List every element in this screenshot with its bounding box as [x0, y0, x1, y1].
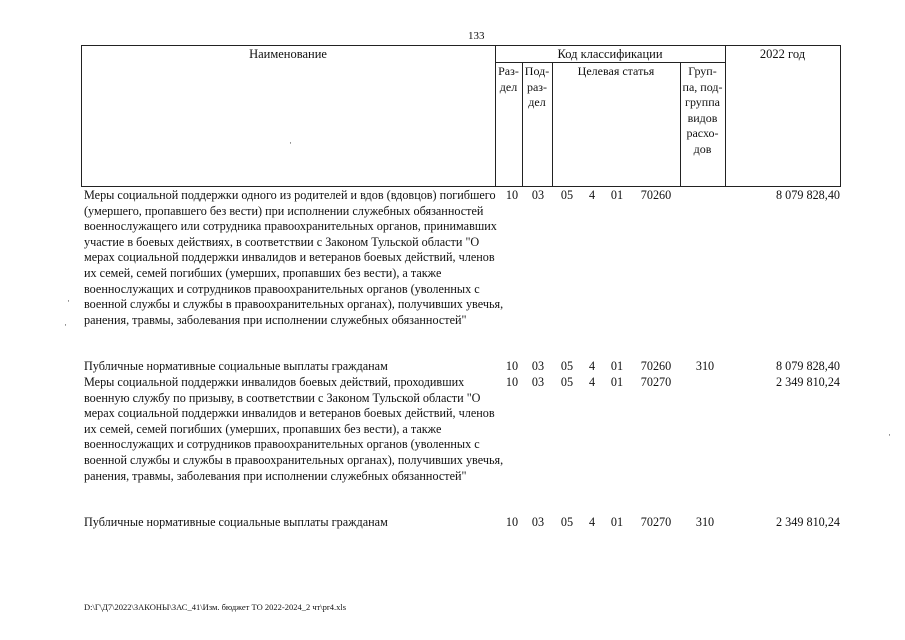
header-top-border — [81, 45, 840, 46]
row-vid: 310 — [695, 515, 715, 529]
footer-file-path: D:\Г\Д7\2022\ЗАКОНЫ\ЗАС_41\Изм. бюджет ТО 2022-2024_2 чт\pr4.xls — [84, 602, 347, 612]
row-podrazdel: 03 — [531, 375, 545, 389]
header-vid-line: Груп- — [688, 64, 717, 78]
row-main-event: 01 — [610, 359, 624, 373]
header-podrazdel-line: Под- — [524, 64, 550, 78]
row-name: Меры социальной поддержки инвалидов боевых действий, проходивших военную службу по призыву, в соответствии с Законом Тульской области "О мерах социальной поддержки инвалидов и ветеранов боевых действий, членов их семей, семей погибших (умерших, пропавших без вести), а также военнослужащих и сотрудников правоохранительных органов (уволенных с военной службы и службы в правоохранительных органах), получивших увечья, ранения, травмы, заболевания при исполнении служебных обязанностей" — [84, 375, 504, 483]
row-main-event: 01 — [610, 375, 624, 389]
row-main-event: 01 — [610, 188, 624, 202]
header-razdel-line: Раз- — [498, 64, 519, 78]
header-podrazdel — [522, 64, 552, 111]
row-name: Публичные нормативные социальные выплаты гражданам — [84, 515, 388, 529]
row-program: 05 — [560, 188, 574, 202]
row-razdel: 10 — [505, 359, 519, 373]
row-direction: 70260 — [640, 188, 672, 202]
row-razdel: 10 — [505, 515, 519, 529]
header-podrazdel-line: дел — [528, 95, 546, 109]
row-program: 05 — [560, 515, 574, 529]
header-divider-year — [725, 45, 726, 187]
header-vid-line: дов — [693, 141, 712, 156]
row-vid: 310 — [695, 359, 715, 373]
scan-speck: · — [64, 320, 67, 330]
row-subprogram: 4 — [588, 515, 596, 529]
row-direction: 70260 — [640, 359, 672, 373]
page-number: 133 — [468, 30, 485, 42]
header-podrazdel-line: раз- — [526, 79, 548, 94]
row-main-event: 01 — [610, 515, 624, 529]
row-razdel: 10 — [505, 375, 519, 389]
header-vid-line: па, под- — [682, 79, 723, 94]
header-vid-group — [680, 64, 725, 157]
row-razdel: 10 — [505, 188, 519, 202]
row-amount: 8 079 828,40 — [776, 359, 840, 373]
row-program: 05 — [560, 375, 574, 389]
header-razdel-line: дел — [499, 79, 518, 94]
row-podrazdel: 03 — [531, 188, 545, 202]
header-year: 2022 год — [759, 47, 806, 61]
header-name: Наименование — [249, 47, 327, 61]
row-direction: 70270 — [640, 375, 672, 389]
header-bottom-border — [81, 186, 840, 187]
row-amount: 2 349 810,24 — [776, 375, 840, 389]
row-podrazdel: 03 — [531, 515, 545, 529]
header-right-border — [840, 45, 841, 187]
row-podrazdel: 03 — [531, 359, 545, 373]
header-razdel — [495, 64, 522, 95]
header-divider-target — [552, 62, 553, 187]
header-vid-line: расхо- — [686, 126, 719, 140]
header-vid-line: группа — [685, 95, 720, 109]
row-amount: 2 349 810,24 — [776, 515, 840, 529]
row-subprogram: 4 — [588, 359, 596, 373]
header-classification-underline — [495, 62, 725, 63]
header-classification: Код классификации — [557, 47, 663, 61]
row-name: Публичные нормативные социальные выплаты гражданам — [84, 359, 388, 373]
scan-speck: · — [289, 138, 292, 148]
scan-speck: · — [888, 430, 891, 440]
scan-speck: · — [67, 296, 70, 306]
row-subprogram: 4 — [588, 188, 596, 202]
header-target-article: Целевая статья — [577, 64, 655, 78]
row-amount: 8 079 828,40 — [776, 188, 840, 202]
header-vid-line: видов — [687, 110, 718, 125]
row-direction: 70270 — [640, 515, 672, 529]
row-program: 05 — [560, 359, 574, 373]
row-subprogram: 4 — [588, 375, 596, 389]
row-name: Меры социальной поддержки одного из родителей и вдов (вдовцов) погибшего (умершего, пропавшего без вести) при исполнении служебных обязанностей военнослужащего или сотрудника правоохранительных органов, принимавших участие в боевых действиях, в соответствии с Законом Тульской области "О мерах социальной поддержки инвалидов и ветеранов боевых действий, членов их семей, семей погибших (умерших, пропавших без вести), а также военнослужащих и сотрудников правоохранительных органов (уволенных с военной службы и службы в правоохранительных органах), получивших увечья, ранения, травмы, заболевания при исполнении служебных обязанностей" — [84, 188, 504, 327]
header-left-border — [81, 45, 82, 187]
